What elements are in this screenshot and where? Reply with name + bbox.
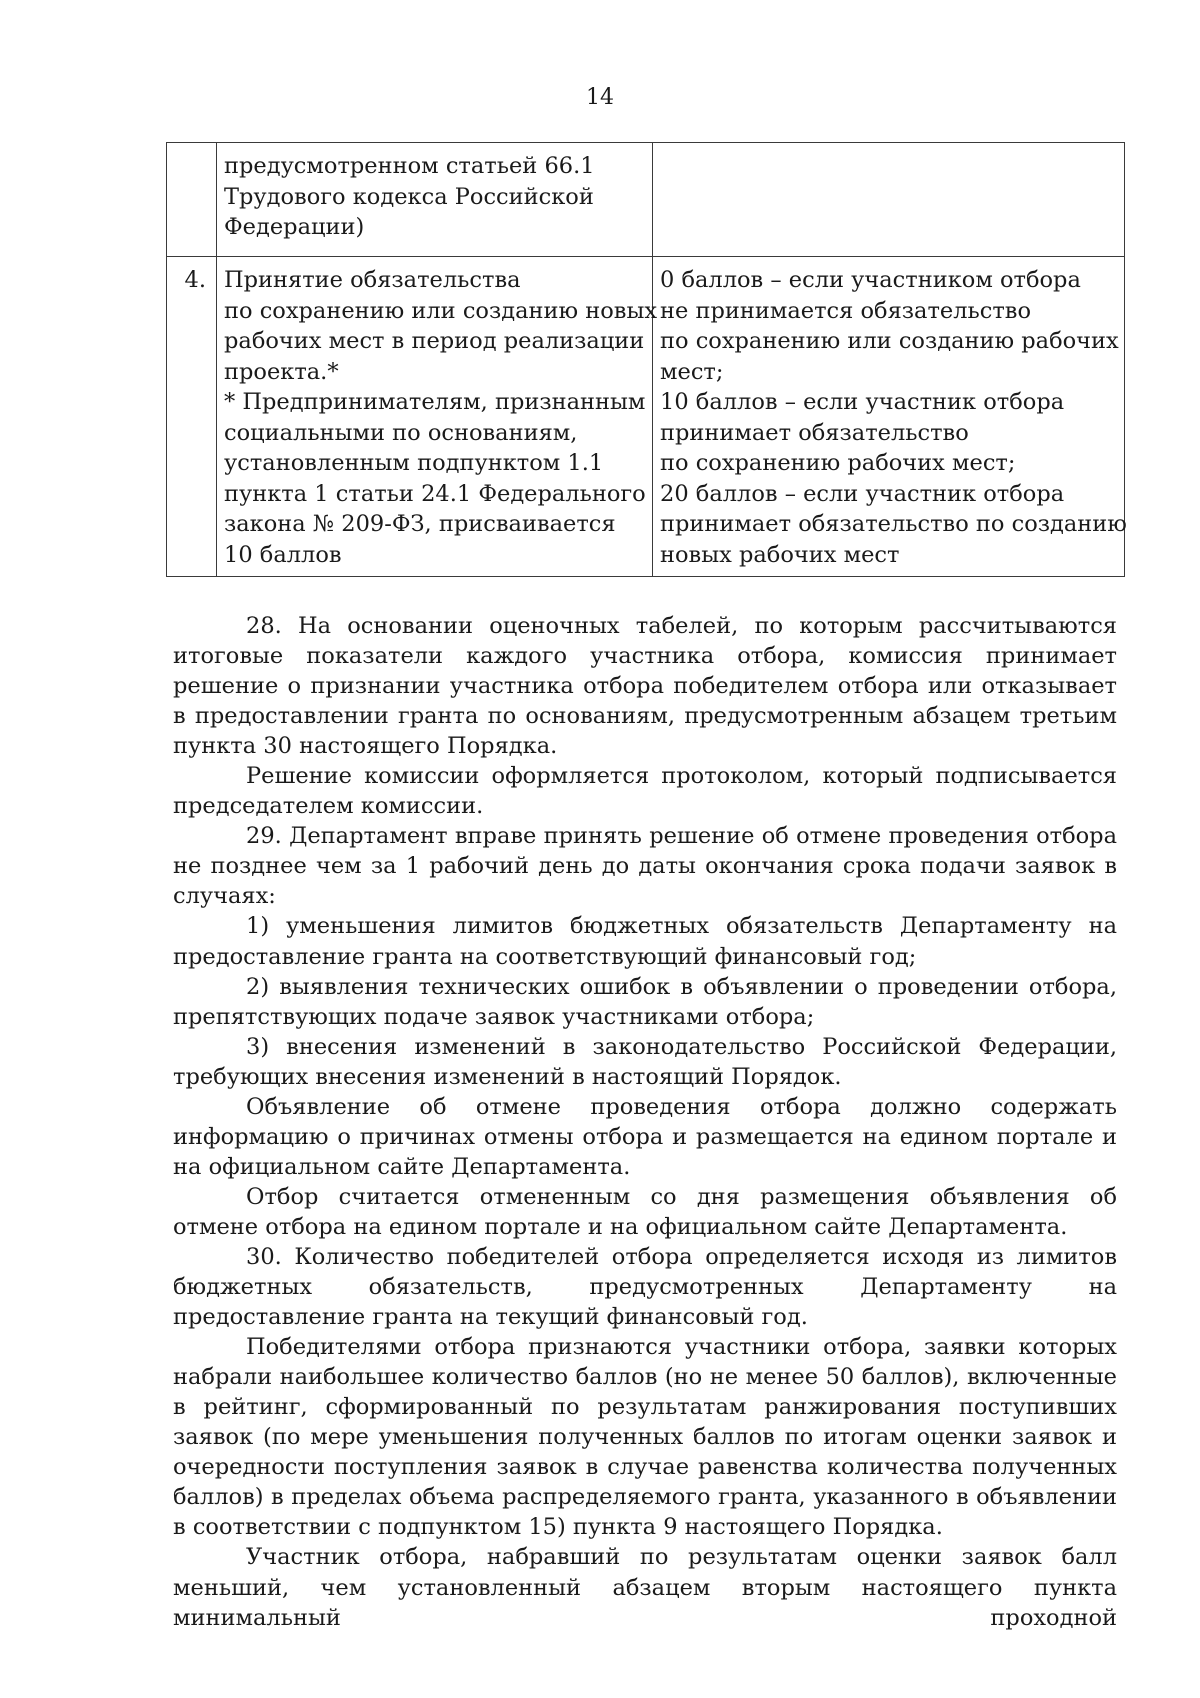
evaluation-criteria-table	[166, 142, 1125, 577]
list-item-3: 3) внесения изменений в законодательство Российской Федерации, требующих внесения изменений в настоящий Порядок.	[173, 1033, 1117, 1090]
criterion-line: предусмотренном статьей 66.1	[224, 153, 595, 179]
criterion-line: Принятие обязательства	[224, 267, 521, 293]
criterion-footnote-line: пункта 1 статьи 24.1 Федерального	[224, 480, 646, 507]
scoring-line: 10 баллов – если участник отбора	[660, 389, 1065, 415]
scoring-line: принимает обязательство по созданию	[660, 511, 1127, 537]
scoring-cell	[653, 257, 1125, 577]
table-row-continued	[167, 143, 1125, 257]
list-item-2: 2) выявления технических ошибок в объявлении о проведении отбора, препятствующих подаче заявок участниками отбора;	[173, 973, 1117, 1030]
scoring-line: новых рабочих мест	[660, 541, 900, 568]
row-number: 4.	[184, 267, 206, 293]
criterion-line: Трудового кодекса Российской	[224, 183, 594, 210]
scoring-line: не принимается обязательство	[660, 297, 1032, 324]
criterion-line: проекта.*	[224, 358, 339, 385]
scoring-line: по сохранению рабочих мест;	[660, 450, 1016, 476]
scoring-line: мест;	[660, 358, 724, 385]
table-row-4	[167, 257, 1125, 577]
scoring-line: принимает обязательство	[660, 419, 969, 446]
scoring-line: по сохранению или созданию рабочих	[660, 328, 1119, 354]
criterion-cell	[217, 257, 658, 577]
paragraph-cancel-effective: Отбор считается отмененным со дня размещения объявления об отмене отбора на едином портале и на официальном сайте Департамента.	[173, 1183, 1117, 1240]
page-number: 14	[586, 85, 614, 110]
criterion-footnote-line: установленным подпунктом 1.1	[224, 450, 604, 476]
criterion-line: по сохранению или созданию новых	[224, 297, 658, 324]
criterion-footnote-line: социальными по основаниям,	[224, 419, 578, 446]
paragraph-cancel-announcement: Объявление об отмене проведения отбора должно содержать информацию о причинах отмены отбора и размещается на едином портале и на официальном сайте Департамента.	[173, 1093, 1117, 1180]
paragraph-29: 29. Департамент вправе принять решение об отмене проведения отбора не позднее чем за 1 рабочий день до даты окончания срока подачи заявок в случаях:	[173, 823, 1117, 910]
paragraph-commission-decision: Решение комиссии оформляется протоколом, который подписывается председателем комиссии.	[173, 763, 1117, 820]
criterion-line: Федерации)	[224, 214, 365, 240]
criterion-line: рабочих мест в период реализации	[224, 328, 645, 354]
scoring-cell	[653, 143, 1125, 257]
row-number-cell	[167, 257, 217, 577]
scoring-line: 0 баллов – если участником отбора	[660, 267, 1081, 293]
paragraph-below-threshold: Участник отбора, набравший по результатам оценки заявок балл меньший, чем установленный абзацем вторым настоящего пункта минимальный проходной	[173, 1544, 1117, 1631]
criterion-cell	[217, 143, 653, 257]
document-body	[173, 611, 1117, 1633]
paragraph-winners: Победителями отбора признаются участники отбора, заявки которых набрали наибольшее количество баллов (но не менее 50 баллов), включенные в рейтинг, сформированный по результатам ранжирования поступивших заявок (по мере уменьшения полученных баллов по итогам оценки заявок и очередности поступления заявок в случае равенства количества полученных баллов) в пределах объема распределяемого гранта, указанного в объявлении в соответствии с подпунктом 15) пункта 9 настоящего Порядка.	[173, 1334, 1117, 1541]
criterion-footnote-line: 10 баллов	[224, 541, 342, 568]
criterion-footnote-line: * Предпринимателям, признанным	[224, 389, 646, 415]
scoring-line: 20 баллов – если участник отбора	[660, 480, 1065, 507]
paragraph-30: 30. Количество победителей отбора определяется исходя из лимитов бюджетных обязательств, предусмотренных Департаменту на предоставление гранта на текущий финансовый год.	[173, 1243, 1117, 1331]
paragraph-28: 28. На основании оценочных табелей, по которым рассчитываются итоговые показатели каждого участника отбора, комиссия принимает решение о признании участника отбора победителем отбора или отказывает в предоставлении гранта по основаниям, предусмотренным абзацем третьим пункта 30 настоящего Порядка.	[173, 613, 1117, 760]
list-item-1: 1) уменьшения лимитов бюджетных обязательств Департаменту на предоставление гранта на соответствующий финансовый год;	[173, 913, 1117, 970]
row-number-cell	[167, 143, 217, 257]
criterion-footnote-line: закона № 209-ФЗ, присваивается	[224, 511, 616, 537]
